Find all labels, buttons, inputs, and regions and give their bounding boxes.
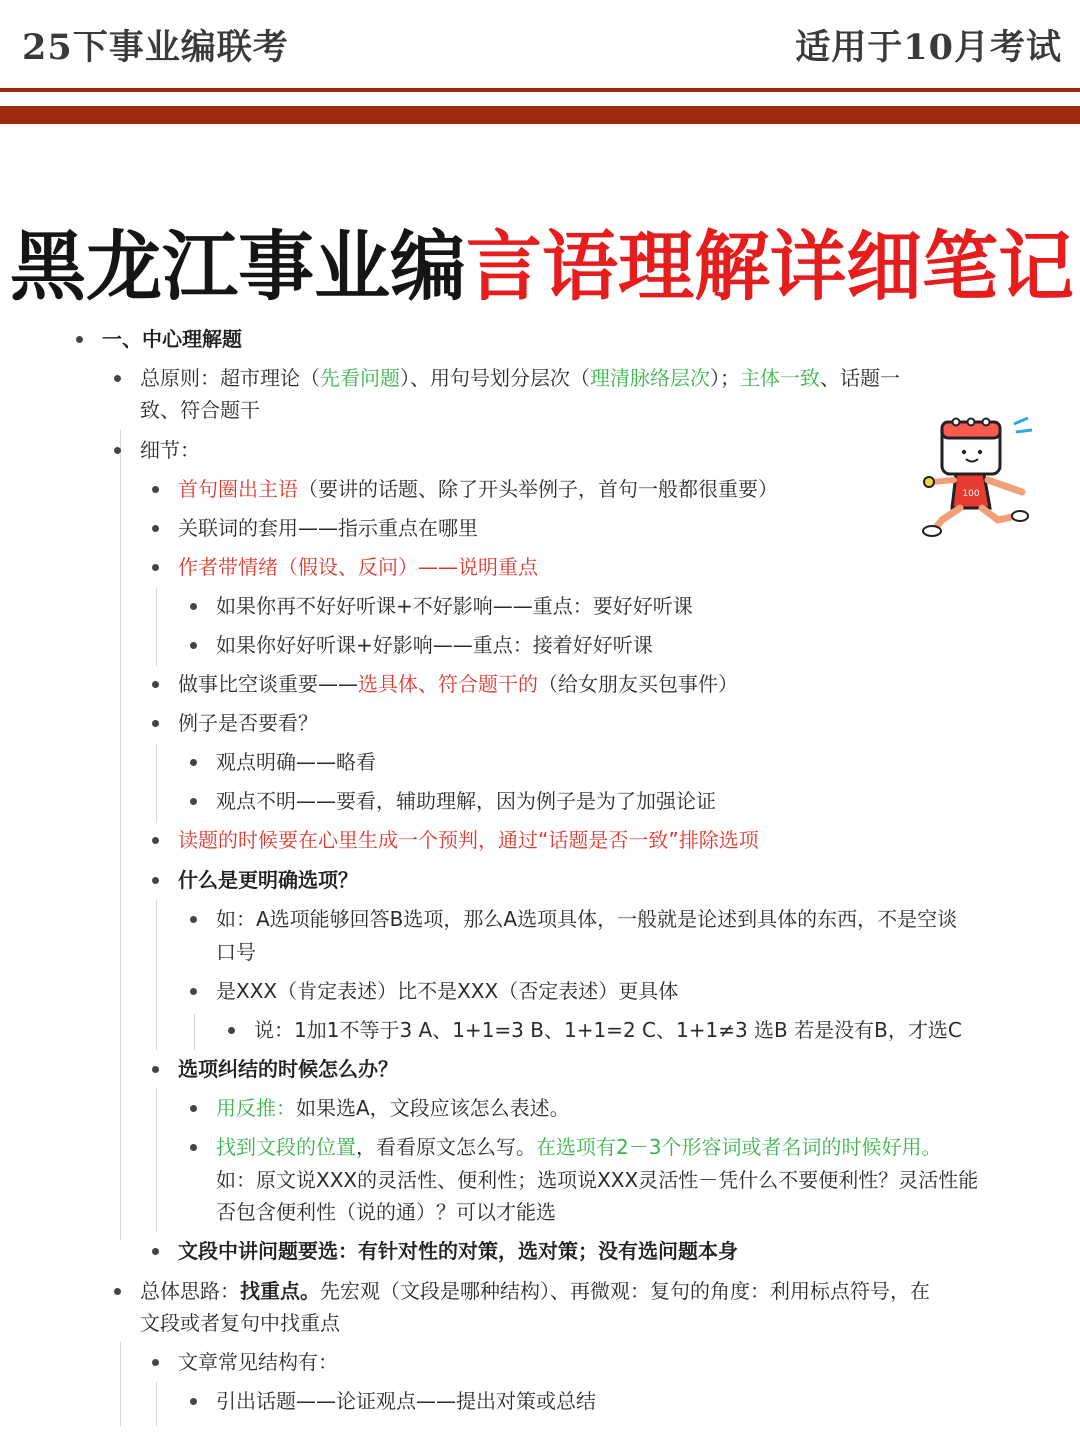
highlight-green: 先看问题 — [320, 366, 400, 390]
bullet — [152, 681, 159, 688]
bullet — [152, 1248, 159, 1255]
header-divider-thick — [0, 106, 1080, 124]
list-item — [216, 1092, 570, 1125]
bullet — [152, 564, 159, 571]
list-item-continuation: 口号 — [216, 940, 256, 964]
mascot-badge: 100 — [962, 489, 980, 499]
indent-guide-l1b — [120, 1342, 121, 1426]
bullet — [76, 336, 83, 343]
text: 做事比空谈重要—— — [178, 672, 358, 696]
bullet — [152, 720, 159, 727]
text: 总体思路： — [140, 1279, 240, 1303]
bullet — [190, 759, 197, 766]
highlight-green: 主体一致 — [740, 366, 820, 390]
bullet — [190, 988, 197, 995]
list-item: 例子是否要看？ — [178, 711, 318, 735]
highlight-green: 在选项有2－3个形容词或者名词的时候好用。 — [536, 1135, 942, 1159]
bullet — [190, 1144, 197, 1151]
highlight-green: 找到文段的位置 — [216, 1135, 356, 1159]
text: ）、用句号划分层次（ — [400, 366, 590, 390]
list-item-continuation: 文段或者复句中找重点 — [140, 1311, 340, 1335]
list-item-continuation: 如：原文说XXX的灵活性、便利性；选项说XXX灵活性－凭什么不要便利性？灵活性能 — [216, 1168, 979, 1192]
text: 先宏观（文段是哪种结构）、再微观：复句的角度：利用标点符号，在 — [320, 1279, 930, 1303]
list-item-continuation: 致、符合题干 — [140, 398, 260, 422]
title-part-red: 言语理解详细笔记 — [466, 222, 1074, 311]
list-item — [140, 362, 900, 395]
indent-guide-l2c — [156, 900, 157, 1050]
list-item — [140, 1275, 930, 1308]
text: 如果选A，文段应该怎么表述。 — [296, 1096, 570, 1120]
indent-guide-l3 — [194, 1014, 195, 1050]
bold-text: 找重点。 — [240, 1279, 320, 1303]
bullet — [190, 916, 197, 923]
text: 总原则：超市理论（ — [140, 366, 320, 390]
list-item — [178, 668, 738, 701]
indent-guide-l2e — [156, 1382, 157, 1426]
list-item: 引出话题——论证观点——提出对策或总结 — [216, 1389, 596, 1413]
bullet — [152, 486, 159, 493]
bullet — [152, 837, 159, 844]
highlight-red: 选具体、符合题干的 — [358, 672, 538, 696]
indent-guide-l2d — [156, 1088, 157, 1232]
bullet — [190, 1398, 197, 1405]
text: ）； — [710, 366, 740, 390]
list-item: 说：1加1不等于3 A、1+1=3 B、1+1=2 C、1+1≠3 选B 若是没有B，才选C — [254, 1018, 962, 1042]
list-item-continuation: 否包含便利性（说的通）？可以才能选 — [216, 1200, 556, 1224]
list-item — [216, 1131, 941, 1164]
list-item: 观点明确——略看 — [216, 750, 376, 774]
header-left-title: 25下事业编联考 — [22, 27, 289, 68]
indent-guide-l1 — [120, 430, 121, 1240]
bullet — [190, 642, 197, 649]
text: （给女朋友买包事件） — [538, 672, 738, 696]
list-item — [178, 473, 778, 506]
text: （要讲的话题、除了开头举例子，首句一般都很重要） — [298, 477, 778, 501]
bullet — [114, 1288, 121, 1295]
bullet — [190, 798, 197, 805]
list-item: 观点不明——要看，辅助理解，因为例子是为了加强论证 — [216, 789, 716, 813]
bullet — [152, 1359, 159, 1366]
list-item: 作者带情绪（假设、反问）——说明重点 — [178, 555, 538, 579]
list-item: 如果你好好听课+好影响——重点：接着好好听课 — [216, 633, 653, 657]
list-item: 关联词的套用——指示重点在哪里 — [178, 516, 478, 540]
indent-guide-l2a — [156, 588, 157, 666]
bullet — [190, 1105, 197, 1112]
page-header — [0, 0, 1080, 88]
title-part-dark: 黑龙江事业编 — [10, 222, 466, 311]
list-item: 什么是更明确选项？ — [178, 868, 358, 892]
page-title — [10, 206, 1074, 315]
bullet — [114, 375, 121, 382]
header-divider-thin — [0, 88, 1080, 92]
list-item: 细节： — [140, 438, 200, 462]
list-item: 如果你再不好好听课+不好影响——重点：要好好听课 — [216, 594, 693, 618]
text: 、话题一 — [820, 366, 900, 390]
bullet — [152, 525, 159, 532]
list-item: 读题的时候要在心里生成一个预判，通过“话题是否一致”排除选项 — [178, 828, 759, 852]
section-heading: 一、中心理解题 — [102, 327, 242, 351]
indent-guide-l2b — [156, 744, 157, 822]
bullet — [228, 1027, 235, 1034]
list-item: 文段中讲问题要选：有针对性的对策，选对策；没有选问题本身 — [178, 1239, 738, 1263]
list-item: 文章常见结构有： — [178, 1350, 338, 1374]
calendar-runner-icon — [920, 416, 1044, 540]
highlight-green: 理清脉络层次 — [590, 366, 710, 390]
bullet — [152, 877, 159, 884]
header-right-title: 适用于10月考试 — [795, 27, 1062, 68]
bullet — [114, 447, 121, 454]
text: ，看看原文怎么写。 — [356, 1135, 536, 1159]
list-item: 如：A选项能够回答B选项，那么A选项具体，一般就是论述到具体的东西，不是空谈 — [216, 907, 958, 931]
highlight-green: 用反推： — [216, 1096, 296, 1120]
highlight-red: 首句圈出主语 — [178, 477, 298, 501]
list-item: 选项纠结的时候怎么办？ — [178, 1057, 398, 1081]
bullet — [152, 1066, 159, 1073]
bullet — [190, 603, 197, 610]
list-item: 是XXX（肯定表述）比不是XXX（否定表述）更具体 — [216, 979, 679, 1003]
